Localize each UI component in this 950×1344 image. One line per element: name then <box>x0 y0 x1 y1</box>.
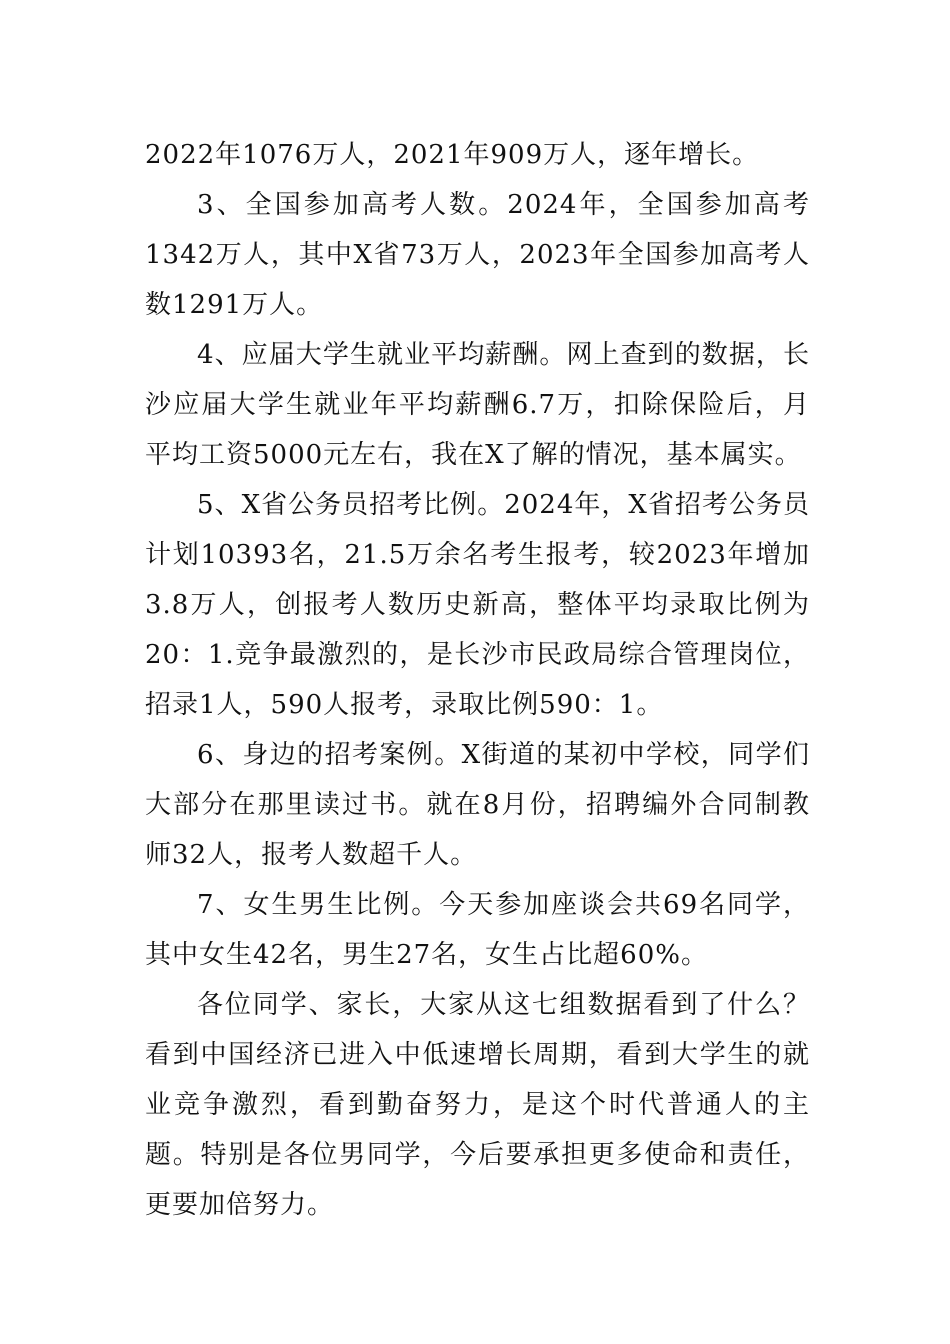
paragraph-exam-takers: 3、全国参加高考人数。2024年，全国参加高考1342万人，其中X省73万人，2023年全国参加高考人数1291万人。 <box>145 190 810 320</box>
document-body <box>145 130 810 1230</box>
paragraph-local-recruitment: 6、身边的招考案例。X街道的某初中学校，同学们大部分在那里读过书。就在8月份，招聘编外合同制教师32人，报考人数超千人。 <box>145 740 810 870</box>
paragraph-civil-service-ratio: 5、X省公务员招考比例。2024年，X省招考公务员计划10393名，21.5万余名考生报考，较2023年增加3.8万人，创报考人数历史新高，整体平均录取比例为20：1.竞争最激烈的，是长沙市民政局综合管理岗位，招录1人，590人报考，录取比例590：1。 <box>145 490 810 720</box>
paragraph-gender-ratio: 7、女生男生比例。今天参加座谈会共69名同学，其中女生42名，男生27名，女生占比超60%。 <box>145 890 810 970</box>
paragraph-graduate-salary: 4、应届大学生就业平均薪酬。网上查到的数据，长沙应届大学生就业年平均薪酬6.7万，扣除保险后，月平均工资5000元左右，我在X了解的情况，基本属实。 <box>145 340 810 470</box>
paragraph-conclusion: 各位同学、家长，大家从这七组数据看到了什么？看到中国经济已进入中低速增长周期，看到大学生的就业竞争激烈，看到勤奋努力，是这个时代普通人的主题。特别是各位男同学，今后要承担更多使命和责任，更要加倍努力。 <box>145 990 810 1220</box>
paragraph-continuation: 2022年1076万人，2021年909万人，逐年增长。 <box>145 140 760 170</box>
